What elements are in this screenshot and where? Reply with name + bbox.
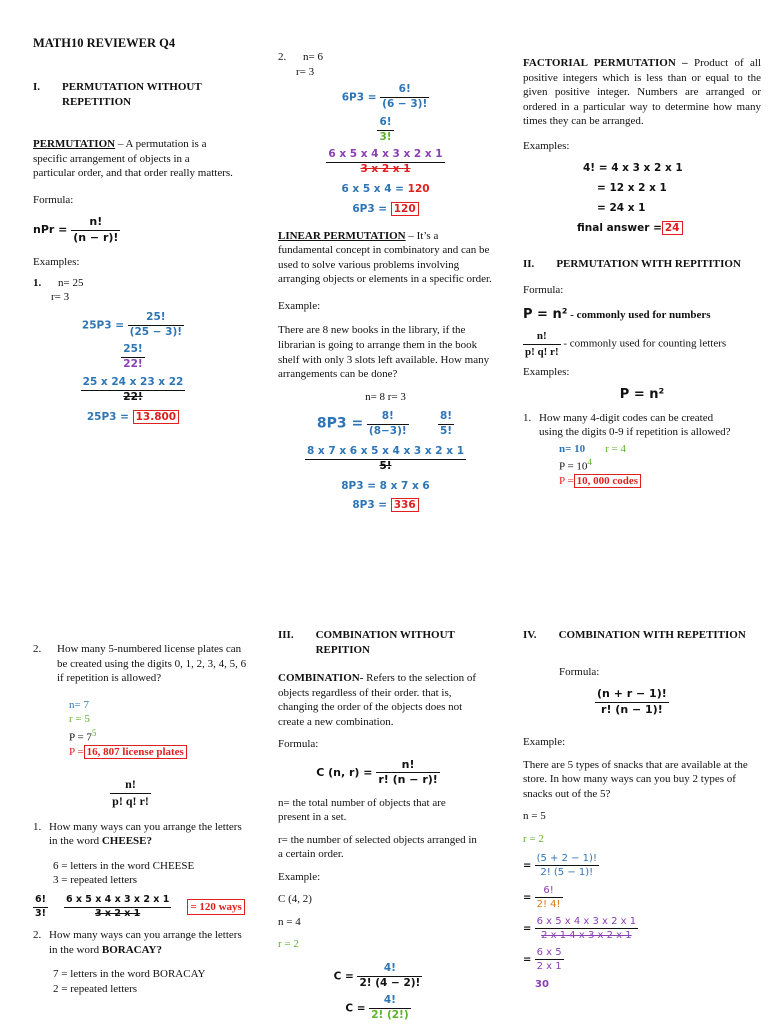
ex1-fraction-3	[81, 376, 186, 405]
linear-f1-den: (8−3)!	[368, 424, 407, 437]
q2-p: P = 7	[69, 731, 92, 744]
comb-formula	[278, 758, 478, 788]
ex1-lhs: 25P3 =	[81, 319, 124, 332]
combrep-s1-num: (5 + 2 − 1)!	[535, 852, 599, 866]
ex1-answer: 13.800	[133, 410, 180, 424]
linear-n: n= 8	[365, 390, 386, 403]
section-title: PERMUTATION WITH REPITITION	[556, 257, 741, 270]
combrep-problem: There are 5 types of snacks that are available at the store. In how many ways can you buy 2 types of snacks out of the 5?	[523, 758, 748, 800]
ex1-f2-num: 25!	[121, 343, 144, 358]
linear-f3-num: 8 x 7 x 6 x 5 x 4 x 3 x 2 x 1	[305, 445, 466, 460]
q1-answer-lhs: P =	[559, 475, 574, 488]
combrep-s5: 30	[535, 978, 549, 990]
combrep-n: n = 5	[523, 810, 546, 823]
ex1-f3-den: 22!	[123, 390, 143, 403]
combrep-step-1	[535, 852, 599, 879]
q3-letters: 6 = letters in the word CHEESE	[53, 859, 195, 872]
linear-f3-den: 5!	[379, 459, 392, 472]
factorial-line-3: = 24 x 1	[597, 201, 646, 214]
factorial-steps	[577, 159, 761, 239]
ex2-line4: 6 x 5 x 4 =	[341, 183, 404, 196]
combrep-example-label: Example:	[523, 736, 566, 749]
linear-example-label: Example:	[278, 299, 321, 312]
q1-solution	[559, 442, 761, 489]
combrep-fraction	[595, 687, 669, 717]
ex1-r: r= 3	[51, 291, 70, 304]
combrep-eq-2: =	[523, 892, 532, 904]
ex2-f2-num: 6!	[377, 116, 393, 131]
ex2-answer-lhs: 6P3 =	[352, 203, 388, 216]
q3-word: CHEESE?	[101, 835, 152, 848]
ex2-f3-den: 3 x 2 x 1	[360, 163, 411, 176]
ex2-number: 2.	[278, 51, 287, 63]
permrep-f1-note: - commonly used for numbers	[570, 308, 711, 321]
permrep-formula-2	[523, 329, 761, 359]
linear-permutation-definition	[278, 229, 493, 287]
letters-fraction	[110, 777, 151, 810]
permrep-q3	[33, 820, 258, 849]
section-title: PERMUTATION WITHOUT REPETITION	[62, 81, 202, 108]
q4-repeated: 2 = repeated letters	[53, 982, 138, 995]
section-heading	[523, 257, 761, 272]
ex1-answer-lhs: 25P3 =	[86, 410, 129, 423]
comb-num: n!	[376, 758, 439, 774]
example-2	[278, 50, 493, 513]
linear-steps	[278, 410, 493, 513]
q3-f1-den: 3!	[35, 907, 46, 919]
comb-step-2-fraction	[369, 994, 410, 1023]
permrep-formula-center: P = n²	[619, 386, 665, 402]
linear-r: r= 3	[387, 390, 406, 403]
q2-r: r = 5	[69, 713, 90, 726]
formula-fraction	[71, 215, 120, 245]
section-number: II.	[523, 257, 535, 270]
q2-solution	[69, 698, 258, 760]
q3-text: How many ways can you arrange the letters in the word	[49, 820, 242, 848]
linear-fraction-3	[305, 445, 466, 474]
comb-r: r = 2	[278, 938, 299, 951]
q2-answer: 16, 807 license plates	[84, 745, 187, 759]
comb-step-2-num: 4!	[369, 994, 410, 1009]
final-answer: 24	[662, 221, 683, 235]
section-heading	[33, 80, 233, 109]
combination-term: COMBINATION-	[278, 672, 364, 685]
permrep-examples-label: Examples:	[523, 366, 570, 379]
comb-example-label: Example:	[278, 870, 321, 883]
npr-formula	[33, 215, 233, 245]
section-number: I.	[33, 81, 41, 93]
section-heading	[523, 628, 763, 643]
combrep-steps	[523, 852, 763, 991]
q3-solution	[33, 894, 258, 920]
factorial-line-1: 4! = 4 x 3 x 2 x 1	[583, 162, 683, 175]
section-permutation-without-repetition	[33, 80, 233, 425]
factorial-examples-label: Examples:	[523, 139, 570, 152]
permrep-f2-num: n!	[523, 329, 561, 345]
q1-n: n= 10	[559, 442, 586, 455]
q4-number: 2.	[33, 929, 42, 942]
linear-term: LINEAR PERMUTATION	[278, 229, 406, 242]
ex1-n	[58, 277, 83, 289]
q3-number: 1.	[33, 820, 42, 833]
combrep-num: (n + r − 1)!	[595, 687, 669, 703]
linear-line4: 8P3 = 8 x 7 x 6	[341, 479, 430, 492]
formula-den: (n − r)!	[73, 230, 119, 244]
formula-num: n!	[71, 215, 120, 231]
combrep-formula-label: Formula:	[559, 665, 600, 678]
section-title: COMBINATION WITHOUT REPITION	[315, 629, 455, 656]
permutation-def-text: – A permutation is a specific arrangement of objects in a particular order, and that order really matters.	[33, 138, 233, 180]
q3-fraction-1	[33, 894, 48, 920]
comb-steps	[278, 962, 478, 1023]
linear-f1-num: 8!	[367, 410, 409, 425]
ex1-f2-den: 22!	[123, 358, 143, 371]
combrep-formula	[595, 687, 763, 717]
section-combination-with-repetition	[523, 628, 763, 991]
q1-exponent: 4	[587, 457, 592, 468]
final-answer-label: final answer =	[577, 221, 662, 234]
permutation-term: PERMUTATION	[33, 138, 116, 151]
comb-step-1-num: 4!	[357, 962, 422, 977]
ex1-f3-num: 25 x 24 x 23 x 22	[81, 376, 186, 391]
permrep-q4	[33, 928, 258, 957]
q3-f2-num: 6 x 5 x 4 x 3 x 2 x 1	[64, 894, 171, 908]
q2-number: 2.	[33, 643, 42, 655]
comb-lhs: C (n, r) =	[316, 765, 373, 779]
linear-vars	[278, 390, 493, 405]
ex2-f1-den: (6 − 3)!	[382, 97, 428, 110]
q3-f1-num: 6!	[33, 894, 48, 908]
formula-label: Formula:	[33, 193, 74, 206]
permrep-f2-note: - commonly used for counting letters	[563, 337, 727, 350]
comb-step-1-lhs: C =	[333, 970, 354, 983]
ex2-answer: 120	[391, 202, 419, 216]
linear-f2-num: 8!	[438, 410, 454, 425]
comb-formula-label: Formula:	[278, 738, 319, 751]
comb-step-1-fraction	[357, 962, 422, 991]
q2-exponent: 5	[91, 727, 97, 738]
combrep-r: r = 2	[523, 832, 544, 845]
ex2-lhs: 6P3 =	[341, 91, 377, 104]
linear-f2-den: 5!	[440, 424, 453, 437]
factorial-definition	[523, 56, 761, 129]
ex2-steps	[278, 83, 493, 217]
q3-fraction-2	[64, 894, 171, 920]
ex2-r: r= 3	[296, 65, 315, 78]
q3-repeated: 3 = repeated letters	[53, 874, 138, 887]
q3-details	[53, 859, 258, 888]
linear-answer-lhs: 8P3 =	[352, 499, 388, 512]
comb-n-definition: n= the total number of objects that are present in a set.	[278, 796, 446, 824]
permrep-f2-den: p! q! r!	[525, 345, 559, 358]
combrep-step-3	[535, 915, 639, 942]
ex1-fraction-2	[121, 343, 144, 372]
q1-number: 1.	[523, 411, 532, 424]
comb-step-1-den: 2! (4 − 2)!	[359, 976, 421, 989]
ex1-f1-num: 25!	[128, 311, 184, 326]
comb-example: C (4, 2)	[278, 893, 312, 906]
combination-definition	[278, 671, 478, 729]
ex2-n: n= 6	[303, 51, 323, 63]
ex2-fraction-2	[377, 116, 393, 145]
permutation-definition	[33, 137, 233, 181]
q1-r: r = 4	[605, 442, 627, 455]
comb-r-definition: r= the number of selected objects arranged in a certain order.	[278, 833, 477, 861]
factorial-and-permutation-with-repetition	[523, 56, 761, 489]
combrep-step-4	[535, 946, 564, 973]
q1-text: How many 4-digit codes can be created using the digits 0-9 if repetition is allowed?	[539, 411, 731, 439]
combrep-s4-den: 2 x 1	[536, 961, 562, 973]
combrep-s1-den: 2! (5 − 1)!	[540, 867, 594, 879]
q2-text: How many 5-numbered license plates can be created using the digits 0, 1, 2, 3, 4, 5, 6 if repetition is allowed?	[57, 643, 247, 685]
linear-fraction-2	[438, 410, 454, 439]
page-title: MATH10 REVIEWER Q4	[33, 36, 176, 50]
example-1-vars	[33, 276, 233, 305]
q4-details	[53, 967, 258, 996]
combrep-step-2	[535, 884, 563, 911]
ex2-line4-value: 120	[407, 183, 430, 196]
q4-letters: 7 = letters in the word BORACAY	[53, 968, 206, 981]
permrep-f1: P = n²	[523, 306, 568, 322]
combrep-s4-num: 6 x 5	[535, 946, 564, 960]
combrep-s2-num: 6!	[535, 884, 563, 898]
comb-den: r! (n − r)!	[378, 773, 438, 787]
q2-n: n= 7	[69, 698, 89, 711]
combrep-eq-4: =	[523, 954, 532, 966]
letters-formula	[3, 777, 258, 810]
example-number: 1.	[33, 276, 42, 289]
q3-f2-den: 3 x 2 x 1	[94, 907, 141, 919]
linear-lhs: 8P3 =	[316, 415, 364, 432]
factorial-term: FACTORIAL PERMUTATION –	[523, 57, 688, 69]
ex1-f1-den: (25 − 3)!	[129, 325, 183, 338]
ex2-f1-num: 6!	[380, 83, 429, 98]
formula-lhs: nPr =	[33, 223, 68, 237]
ex2-vars	[278, 50, 493, 79]
example-1-steps	[33, 311, 233, 425]
permrep-q1	[523, 411, 761, 440]
ex2-fraction-3	[326, 148, 444, 177]
letters-num: n!	[110, 777, 151, 794]
combination-def-text: Refers to the selection of objects regardless of their order. that is, changing the order of the objects does not create a new combination.	[278, 672, 477, 728]
section-number: III.	[278, 629, 294, 641]
combrep-den: r! (n − 1)!	[601, 702, 663, 716]
permrep-q2	[33, 642, 258, 686]
linear-def-text: – It’s a fundamental concept in combinatory and can be used to solve various problems involving arranging objects or elements in a specific order.	[278, 229, 492, 286]
q3-answer: = 120 ways	[187, 899, 245, 916]
factorial-def-text: Product of all positive integers which is less than or equal to the given positive integer. Numbers are arranged or ordered in a particular way to determine how many times they can be arranged.	[523, 57, 761, 128]
combrep-eq-1: =	[523, 860, 532, 872]
letters-den: p! q! r!	[112, 794, 149, 809]
q4-text: How many ways can you arrange the letters in the word	[49, 929, 242, 956]
permrep-continued	[33, 642, 258, 996]
comb-step-2-lhs: C =	[345, 1002, 366, 1015]
ex2-fraction-1	[380, 83, 429, 112]
section-combination-without-repetition	[278, 628, 478, 1023]
examples-label: Examples:	[33, 256, 80, 269]
comb-fraction	[376, 758, 439, 788]
section-title: COMBINATION WITH REPETITION	[558, 629, 746, 641]
linear-answer: 336	[391, 498, 419, 512]
ex1-n-text: n= 25	[58, 276, 84, 289]
q1-p: P = 10	[559, 460, 588, 473]
comb-n: n = 4	[278, 915, 301, 928]
combrep-s3-den: 2 x 1 4 x 3 x 2 x 1	[541, 930, 632, 942]
combrep-s2-den: 2! 4!	[536, 898, 561, 910]
q2-answer-lhs: P =	[69, 745, 84, 758]
q4-word: BORACAY?	[101, 943, 162, 956]
combrep-eq-3: =	[523, 923, 532, 935]
q1-answer: 10, 000 codes	[574, 474, 641, 488]
permrep-f2-fraction	[523, 329, 561, 359]
linear-problem: There are 8 new books in the library, if the librarian is going to arrange them in the book shelf with only 3 slots left available. How many arrangements can be done?	[278, 324, 490, 381]
ex1-fraction-1	[128, 311, 184, 340]
permrep-formula-1	[523, 306, 761, 323]
comb-step-2-den: 2! (2!)	[371, 1009, 409, 1022]
permrep-formula-label: Formula:	[523, 284, 564, 297]
section-number: IV.	[523, 629, 537, 641]
ex2-f3-num: 6 x 5 x 4 x 3 x 2 x 1	[326, 148, 444, 163]
combrep-s3-num: 6 x 5 x 4 x 3 x 2 x 1	[535, 915, 639, 929]
section-heading	[278, 628, 478, 657]
linear-fraction-1	[367, 410, 409, 439]
ex2-f2-den: 3!	[379, 130, 392, 143]
factorial-line-2: = 12 x 2 x 1	[597, 182, 667, 195]
